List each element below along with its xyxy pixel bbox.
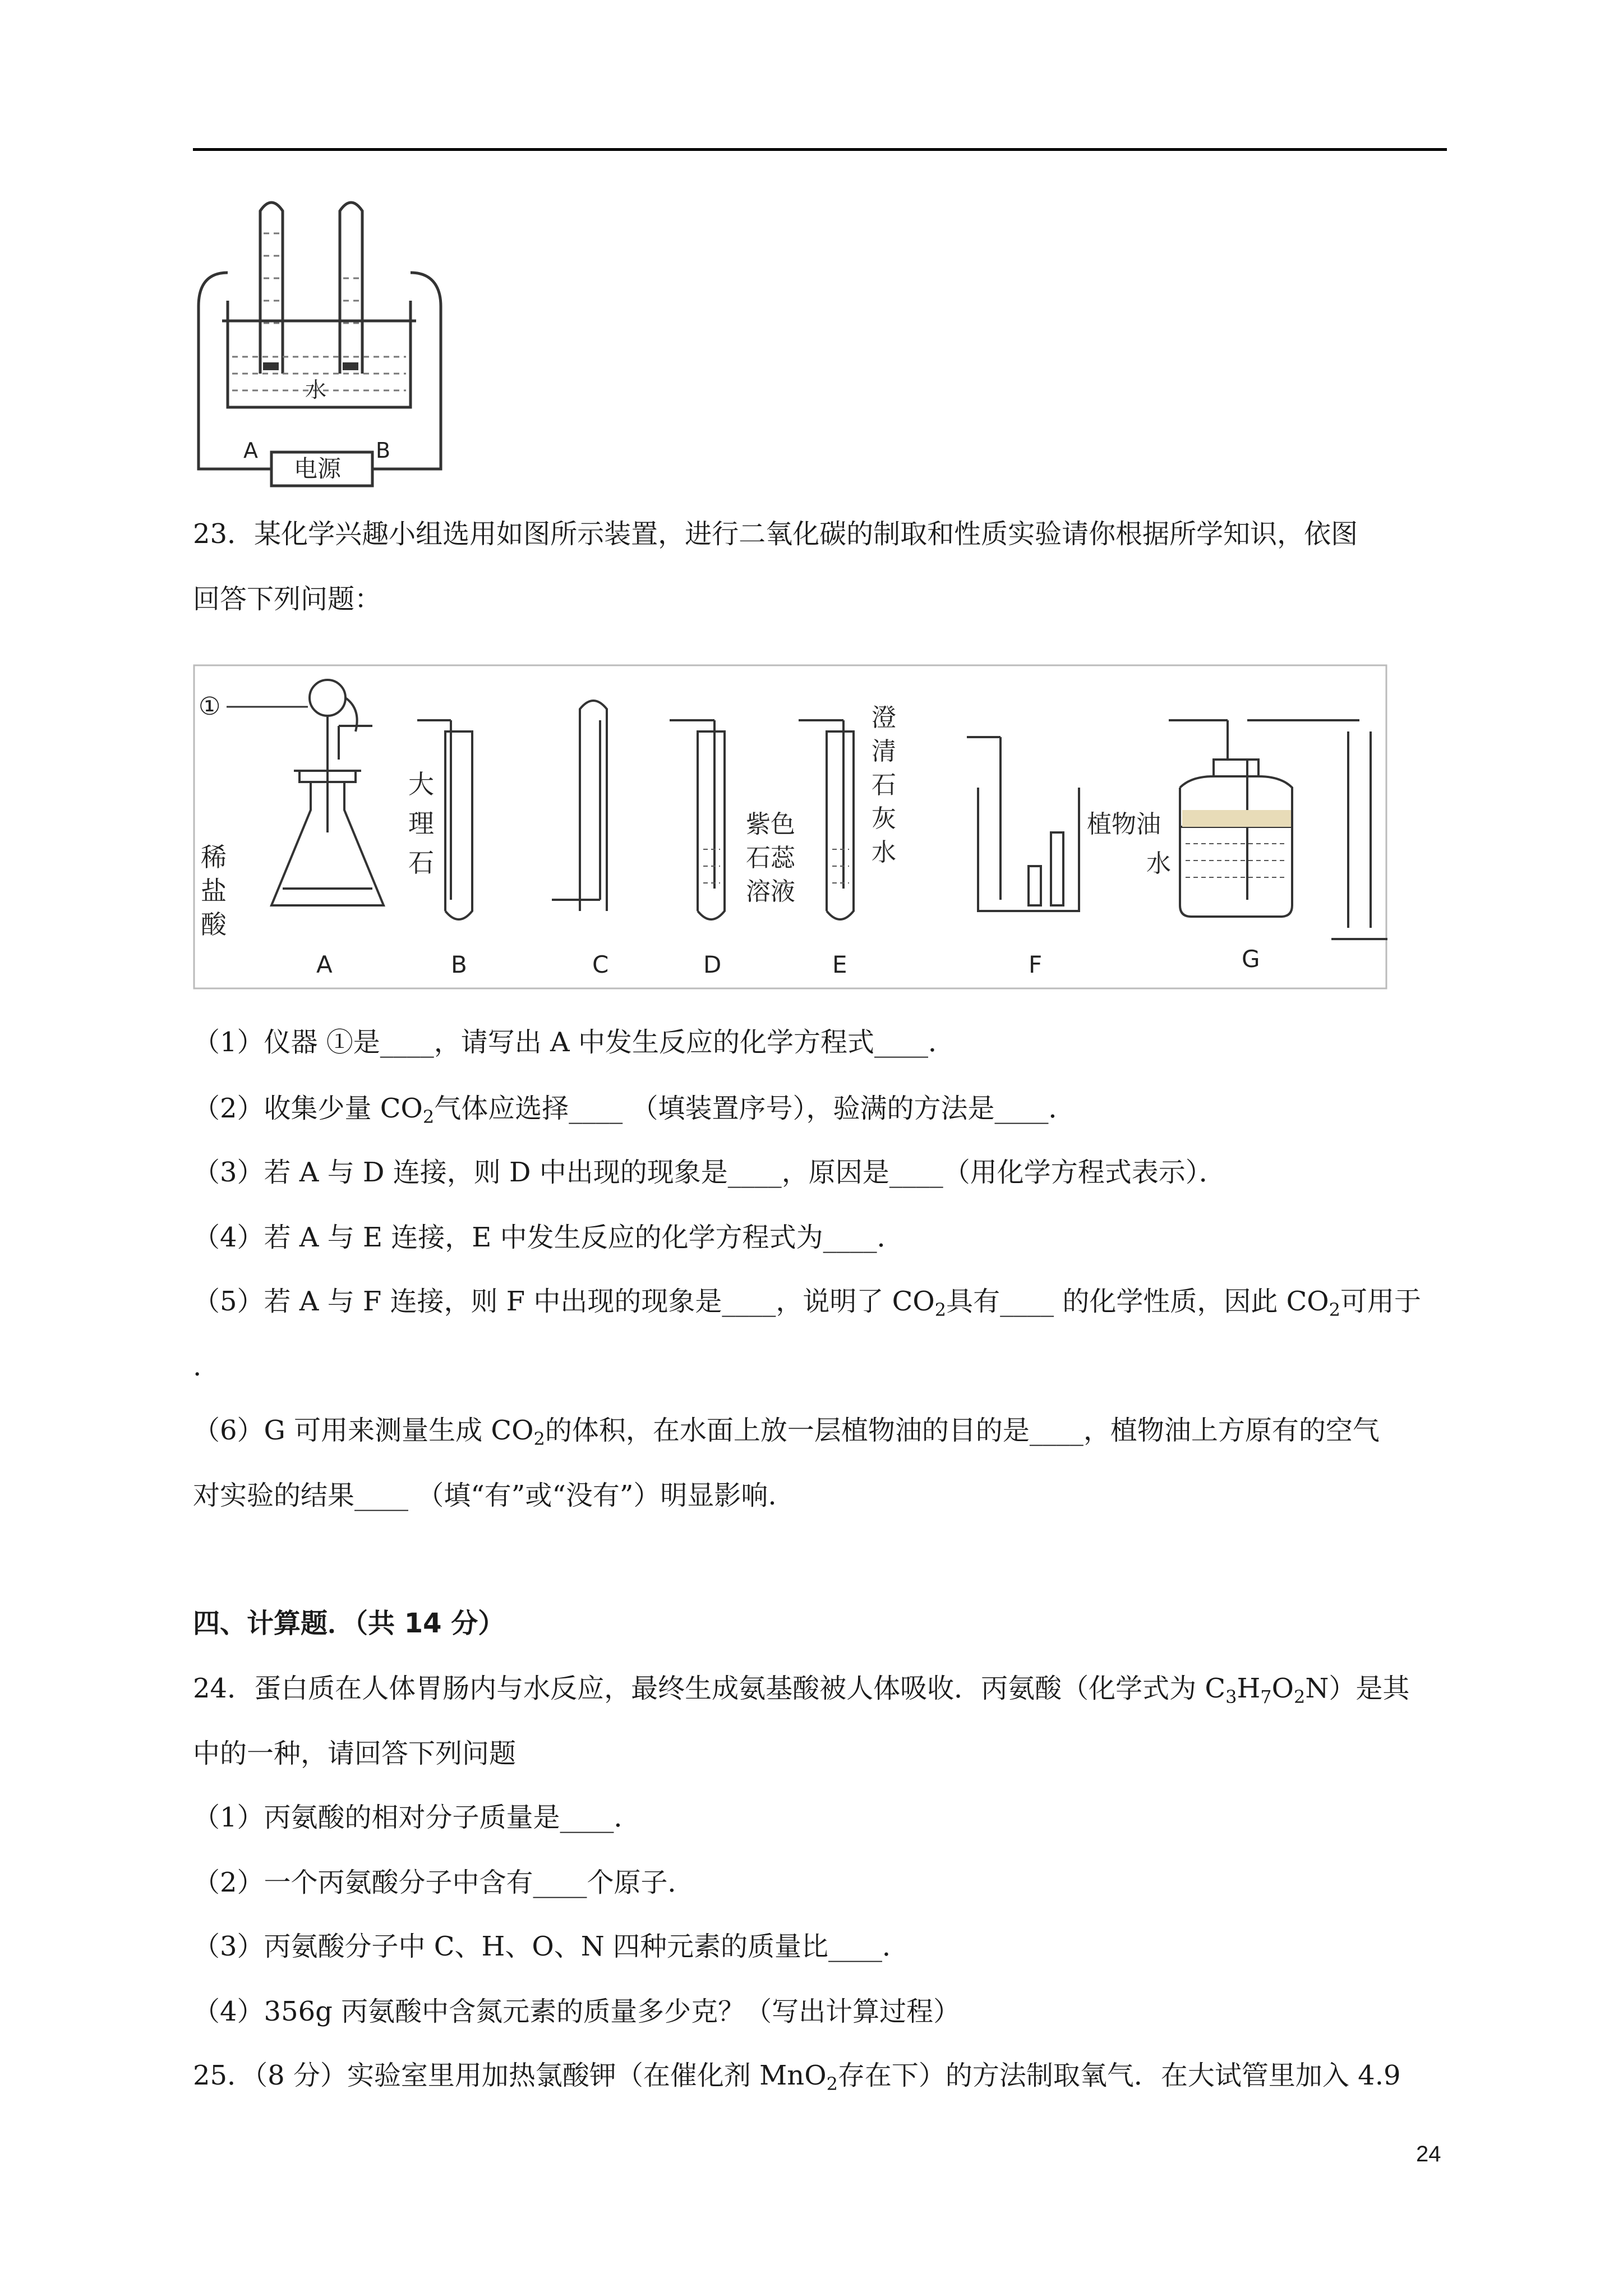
q23-intro-line2: 回答下列问题：	[193, 583, 382, 615]
g-water-label: 水	[1146, 849, 1171, 878]
q23-part5-line2: .	[193, 1351, 202, 1382]
q23-intro-line1: 23．某化学兴趣小组选用如图所示装置，进行二氧化碳的制取和性质实验请你根据所学知识，依图	[193, 518, 1358, 550]
q25-text: 25．（8 分）实验室里用加热氯酸钾（在催化剂 MnO$_2$存在下）的方法制取氧气．在大试管里加入 4.9	[193, 2060, 1401, 2095]
q23-part3: （3）若 A 与 D 连接，则 D 中出现的现象是____，原因是____（用化学方程式表示）．	[193, 1157, 1226, 1188]
header-rule	[193, 148, 1447, 151]
q24-intro: 24．蛋白质在人体胃肠内与水反应，最终生成氨基酸被人体吸收．丙氨酸（化学式为 $C_3H_7O_2N$）是其	[193, 1673, 1410, 1708]
q24-intro-line2: 中的一种，请回答下列问题	[193, 1738, 517, 1769]
q23-part6: （6）G 可用来测量生成 $CO_2$的体积，在水面上放一层植物油的目的是____，植物油上方原有的空气	[193, 1415, 1380, 1450]
marble-label-3: 石	[408, 848, 434, 878]
marble-label-2: 理	[408, 808, 434, 839]
acid-label-2: 盐	[201, 876, 227, 906]
limewater-label-4: 灰	[872, 804, 896, 833]
acid-label-1: 稀	[201, 842, 227, 872]
electrode-label-a: A	[243, 438, 258, 463]
oil-label: 植物油	[1087, 810, 1161, 839]
apparatus-letter-a: A	[316, 951, 333, 978]
litmus-label-3: 溶液	[746, 877, 795, 906]
q24-part1: （1）丙氨酸的相对分子质量是____．	[193, 1802, 641, 1833]
q24-part2: （2）一个丙氨酸分子中含有____个原子．	[193, 1867, 695, 1898]
co2-apparatus-figure	[193, 664, 1387, 990]
q23-part6-line2: 对实验的结果____ （填“有”或“没有”）明显影响.	[193, 1480, 777, 1511]
litmus-label-1: 紫色	[746, 810, 795, 839]
acid-label-3: 酸	[201, 909, 227, 940]
apparatus-letter-d: D	[703, 951, 722, 978]
apparatus-letter-e: E	[832, 951, 847, 978]
electrode-label-b: B	[376, 438, 391, 463]
page-number: 24	[1416, 2142, 1441, 2166]
q23-part5: （5）若 A 与 F 连接，则 F 中出现的现象是____，说明了 $CO_2$具有____ 的化学性质，因此 $CO_2$可用于	[193, 1286, 1422, 1320]
limewater-label-5: 水	[872, 838, 896, 867]
limewater-label-3: 石	[872, 771, 896, 799]
electrolysis-figure	[193, 188, 451, 503]
limewater-label-1: 澄	[872, 703, 896, 732]
apparatus-letter-b: B	[451, 951, 467, 978]
section-title: 四、计算题．（共 14 分）	[193, 1608, 505, 1639]
power-source-label: 电源	[294, 455, 342, 482]
litmus-label-2: 石蕊	[746, 844, 795, 872]
q24-part4: （4）356g 丙氨酸中含氮元素的质量多少克？（写出计算过程）	[193, 1996, 961, 2027]
apparatus-letter-f: F	[1029, 951, 1043, 978]
limewater-label-2: 清	[872, 737, 896, 766]
marble-label-1: 大	[408, 769, 434, 799]
q23-part1: （1）仪器 ①是____，请写出 A 中发生反应的化学方程式____．	[193, 1027, 955, 1058]
q23-part2: （2）收集少量 $CO_2$气体应选择____ （填装置序号），验满的方法是____．	[193, 1093, 1076, 1128]
water-label: 水	[305, 378, 327, 402]
marker-1: ①	[199, 692, 221, 721]
q23-part4: （4）若 A 与 E 连接，E 中发生反应的化学方程式为____．	[193, 1222, 904, 1253]
q24-part3: （3）丙氨酸分子中 C、H、O、N 四种元素的质量比____．	[193, 1931, 909, 1962]
apparatus-letter-c: C	[592, 951, 609, 978]
apparatus-letter-g: G	[1242, 945, 1260, 973]
